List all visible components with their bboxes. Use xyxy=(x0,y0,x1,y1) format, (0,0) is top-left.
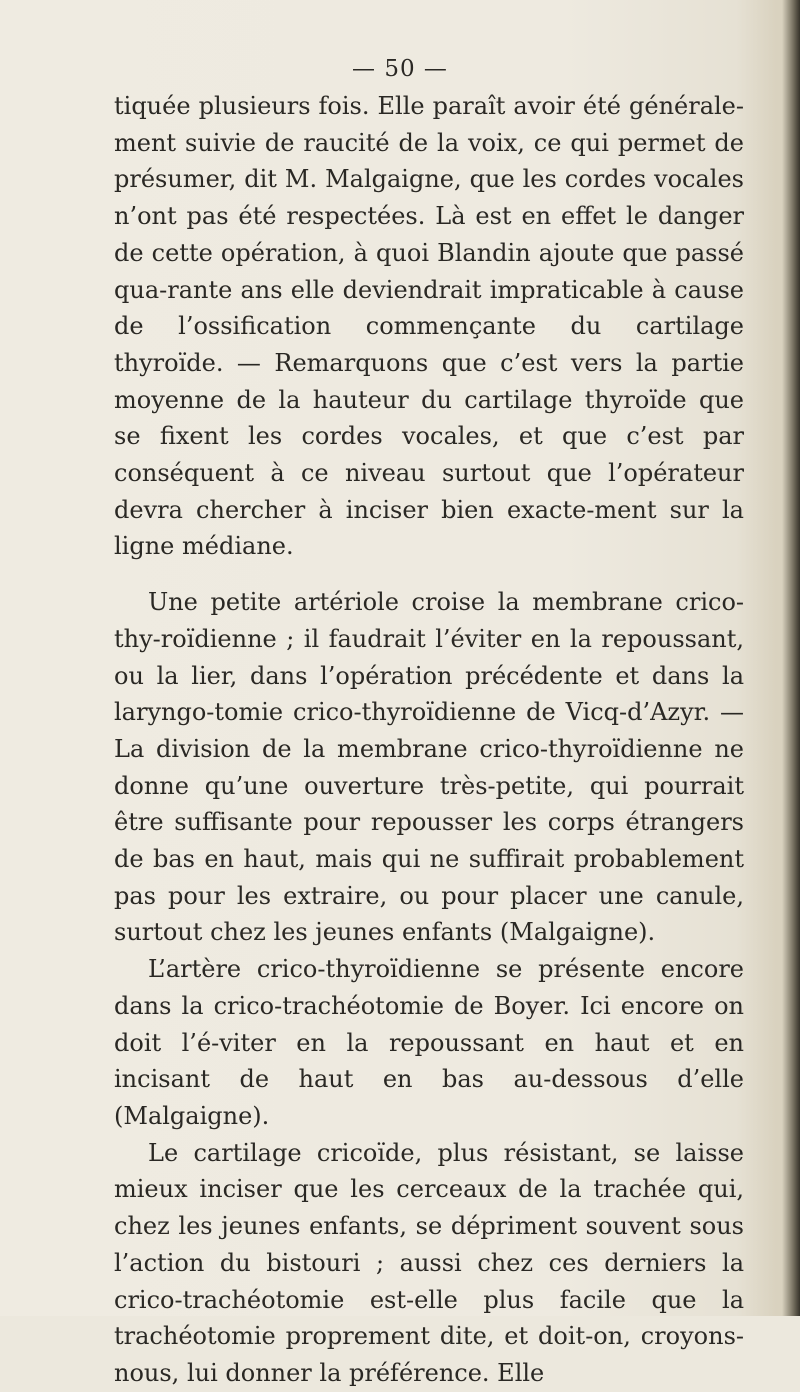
paragraph-cartilage: Le cartilage cricoïde, plus résistant, se laisse mieux inciser que les cerceaux de la trachée qui, chez les jeunes enfants, se dépriment souvent sous l’action du bistouri ; aussi chez ces derniers la crico-trachéotomie est-elle plus facile que la trachéotomie proprement dite, et doit-on, croyons-nous, lui donner la préférence. Elle xyxy=(114,1138,744,1387)
page-number: — 50 — xyxy=(352,56,448,82)
paragraph-continued: tiquée plusieurs fois. Elle paraît avoir été générale-ment suivie de raucité de la voix, ce qui permet de présumer, dit M. Malgaigne, que les cordes vocales n’ont pas été respectées. Là est en effet le danger de cette opération, à quoi Blandin ajoute que passé qua-rante ans elle deviendrait impraticable à cause de l’ossification commençante du cartilage thyroïde. — Remarquons que c’est vers la partie moyenne de la hauteur du cartilage thyroïde que se fixent les cordes vocales, et que c’est par conséquent à ce niveau surtout que l’opérateur devra chercher à inciser bien exacte-ment sur la ligne médiane. xyxy=(114,92,744,561)
body-text xyxy=(114,88,744,1392)
paragraph-arteriole: Une petite artériole croise la membrane crico-thy-roïdienne ; il faudrait l’éviter en la repoussant, ou la lier, dans l’opération précédente et dans la laryngo-tomie crico-thyroïdienne de Vicq-d’Azyr. — La division de la membrane crico-thyroïdienne ne donne qu’une ouverture très-petite, qui pourrait être suffisante pour repousser les corps étrangers de bas en haut, mais qui ne suffirait probablement pas pour les extraire, ou pour placer une canule, surtout chez les jeunes enfants (Malgaigne). xyxy=(114,588,744,947)
page-binding-edge xyxy=(782,0,800,1316)
paragraph-artere: L’artère crico-thyroïdienne se présente encore dans la crico-trachéotomie de Boyer. Ici encore on doit l’é-viter en la repoussant en haut et en incisant de haut en bas au-dessous d’elle (Malgaigne). xyxy=(114,955,744,1130)
